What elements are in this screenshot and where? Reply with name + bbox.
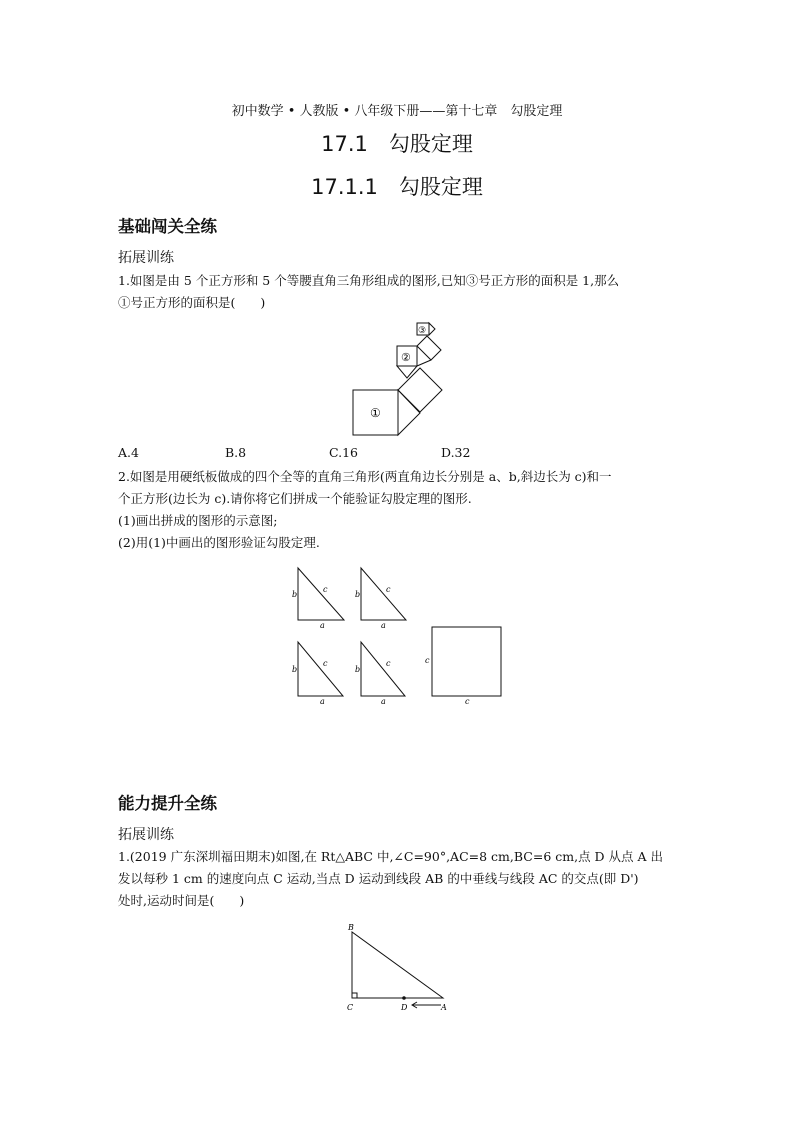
tri3-label-b: b: [292, 665, 298, 674]
tri4-label-b: b: [355, 665, 361, 674]
question-1-line2: ①号正方形的面积是( ): [118, 295, 266, 310]
question-3-line1: 1.(2019 广东深圳福田期末)如图,在 Rt△ABC 中,∠C=90°,AC=8 cm,BC=6 cm,点 D 从点 A 出: [118, 849, 664, 864]
connector-line: [417, 360, 431, 366]
page-header: 初中数学 • 人教版 • 八年级下册——第十七章 勾股定理: [231, 104, 563, 119]
question-2-text: [118, 466, 678, 554]
triangle-1: [298, 568, 344, 620]
square-c: [432, 627, 501, 696]
square-mid-tilted: [417, 336, 441, 360]
triangle-abc: [352, 932, 443, 998]
label-square-3: ③: [418, 326, 427, 336]
tri1-label-b: b: [292, 590, 298, 599]
figure-triangles: [290, 560, 510, 710]
question-3-line3: 处时,运动时间是( ): [118, 893, 245, 908]
question-2-line2: 个正方形(边长为 c).请你将它们拼成一个能验证勾股定理的图形.: [118, 491, 472, 506]
square-label-bottom-c: c: [465, 697, 470, 706]
section-title: 17.1 勾股定理: [321, 132, 473, 156]
tri4-label-c: c: [386, 659, 391, 668]
question-2-line4: (2)用(1)中画出的图形验证勾股定理.: [118, 535, 320, 550]
label-square-1: ①: [370, 406, 381, 420]
right-angle-mark: [352, 993, 357, 998]
triangle-4: [361, 642, 405, 696]
point-d-label: D: [401, 1003, 408, 1012]
triangle-3: [298, 642, 343, 696]
figure-right-triangle: [340, 918, 455, 1018]
tri2-label-b: b: [355, 590, 361, 599]
option-b[interactable]: B.8: [225, 445, 247, 460]
label-square-2: ②: [401, 351, 411, 364]
question-1-text: [118, 270, 678, 314]
triangle-mid: [397, 366, 417, 378]
tri4-label-a: a: [381, 697, 386, 706]
subsection-title: 17.1.1 勾股定理: [311, 175, 483, 199]
point-a-label: A: [441, 1003, 447, 1012]
triangle-bottom: [398, 390, 420, 435]
question-1-line1: 1.如图是由 5 个正方形和 5 个等腰直角三角形组成的图形,已知③号正方形的面积是 1,那么: [118, 273, 620, 288]
tri1-label-c: c: [323, 585, 328, 594]
question-3-line2: 发以每秒 1 cm 的速度向点 C 运动,当点 D 运动到线段 AB 的中垂线与线段 AC 的交点(即 D'): [118, 871, 639, 886]
point-c-label: C: [347, 1003, 354, 1012]
figure-squares: [340, 315, 460, 440]
tri3-label-a: a: [320, 697, 325, 706]
section-heading-ability: 能力提升全练: [118, 794, 217, 813]
square-label-left-c: c: [425, 656, 430, 665]
subheading-extension-2: 拓展训练: [118, 827, 174, 843]
tri3-label-c: c: [323, 659, 328, 668]
option-a[interactable]: A.4: [118, 445, 139, 460]
triangle-2: [361, 568, 406, 620]
question-2-line1: 2.如图是用硬纸板做成的四个全等的直角三角形(两直角边长分别是 a、b,斜边长为 c)和一: [118, 469, 612, 484]
question-2-line3: (1)画出拼成的图形的示意图;: [118, 513, 278, 528]
option-c[interactable]: C.16: [329, 445, 358, 460]
point-b-label: B: [348, 923, 354, 932]
tri1-label-a: a: [320, 621, 325, 630]
triangle-top: [429, 323, 435, 335]
tri2-label-a: a: [381, 621, 386, 630]
question-3-text: [118, 846, 678, 912]
tri2-label-c: c: [386, 585, 391, 594]
subheading-extension: 拓展训练: [118, 250, 174, 266]
point-d-dot: [402, 996, 406, 1000]
option-d[interactable]: D.32: [441, 445, 471, 460]
section-heading-basic: 基础闯关全练: [118, 217, 217, 236]
